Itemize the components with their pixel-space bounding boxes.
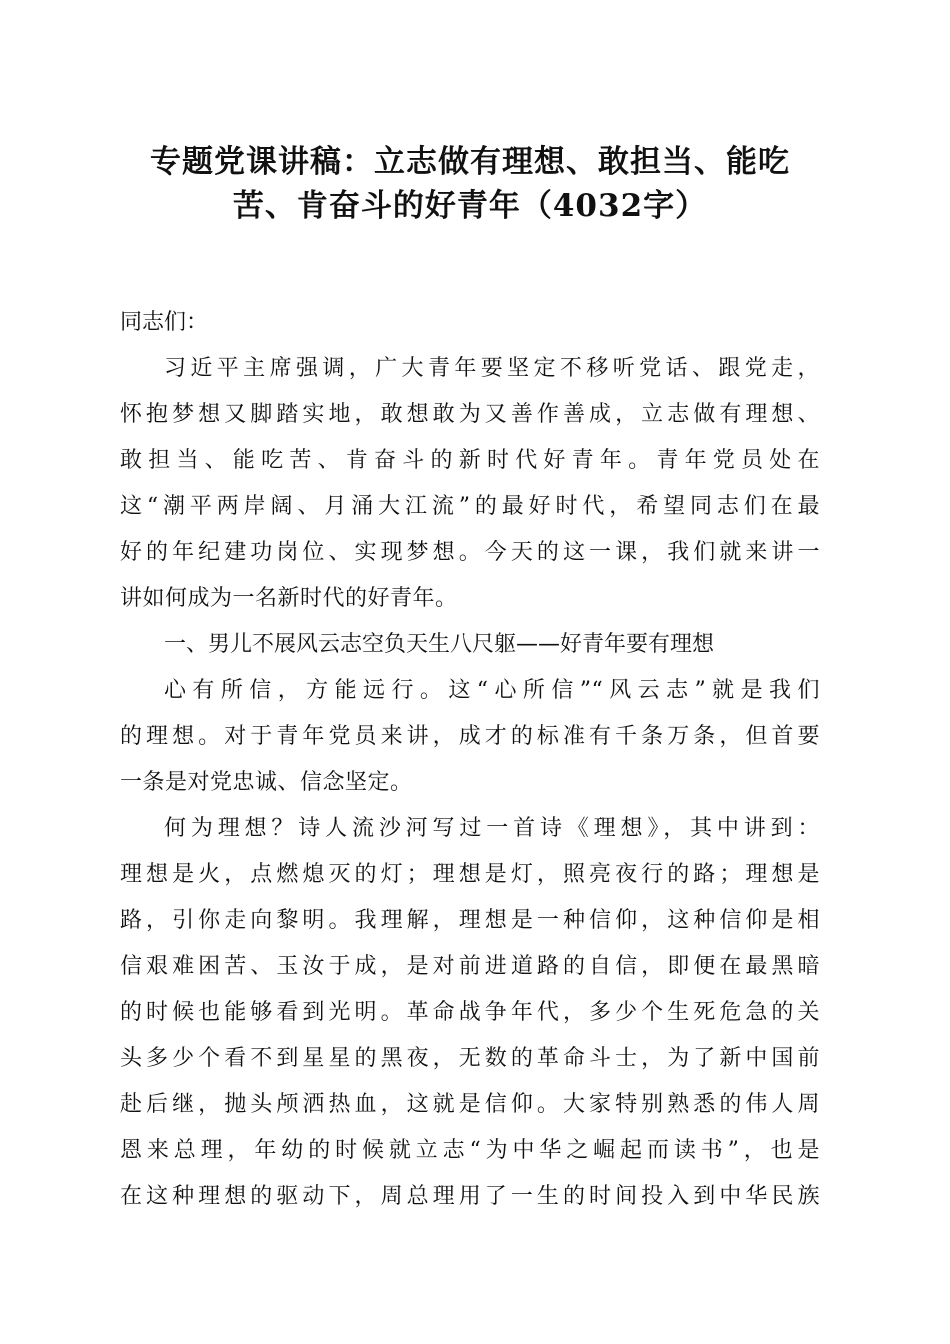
text-line: 一条是对党忠诚、信念坚定。 bbox=[120, 770, 413, 795]
text-line: 信艰难困苦、玉汝于成，是对前进道路的自信，即便在最黑暗 bbox=[120, 954, 820, 979]
text-line: 头多少个看不到星星的黑夜，无数的革命斗士，为了新中国前 bbox=[120, 1046, 820, 1071]
text-line: 的时候也能够看到光明。革命战争年代，多少个生死危急的关 bbox=[120, 1000, 820, 1025]
text-line: 的理想。对于青年党员来讲，成才的标准有千条万条，但首要 bbox=[120, 724, 820, 749]
text-line: 这“潮平两岸阔、月涌大江流”的最好时代，希望同志们在最 bbox=[120, 494, 820, 519]
title-line: 苦、肯奋斗的好青年（4032字） bbox=[232, 188, 708, 224]
salutation: 同志们： bbox=[120, 310, 209, 335]
text-line: 好的年纪建功岗位、实现梦想。今天的这一课，我们就来讲一 bbox=[120, 540, 820, 565]
text-line: 在这种理想的驱动下，周总理用了一生的时间投入到中华民族 bbox=[120, 1184, 820, 1209]
document-page bbox=[120, 140, 820, 1220]
text-line: 讲如何成为一名新时代的好青年。 bbox=[120, 586, 458, 611]
text-line: 习近平主席强调，广大青年要坚定不移听党话、跟党走， bbox=[164, 356, 820, 381]
text-line: 敢担当、能吃苦、肯奋斗的新时代好青年。青年党员处在 bbox=[120, 448, 820, 473]
title-line: 专题党课讲稿：立志做有理想、敢担当、能吃 bbox=[150, 144, 790, 180]
text-line: 路，引你走向黎明。我理解，理想是一种信仰，这种信仰是相 bbox=[120, 908, 820, 933]
section-heading: 一、男儿不展风云志空负天生八尺躯——好青年要有理想 bbox=[164, 632, 715, 657]
text-line: 何为理想？诗人流沙河写过一首诗《理想》，其中讲到： bbox=[164, 816, 820, 841]
text-line: 理想是火，点燃熄灭的灯；理想是灯，照亮夜行的路；理想是 bbox=[120, 862, 820, 887]
paragraph-intro bbox=[120, 346, 820, 622]
text-line: 怀抱梦想又脚踏实地，敢想敢为又善作善成，立志做有理想、 bbox=[120, 402, 820, 427]
paragraph-belief bbox=[120, 668, 820, 806]
text-line: 心有所信，方能远行。这“心所信”“风云志”就是我们 bbox=[164, 678, 820, 703]
text-line: 赴后继，抛头颅洒热血，这就是信仰。大家特别熟悉的伟人周 bbox=[120, 1092, 820, 1117]
text-line: 恩来总理，年幼的时候就立志“为中华之崛起而读书”，也是 bbox=[120, 1138, 820, 1163]
paragraph-ideal bbox=[120, 806, 820, 1220]
document-title bbox=[120, 140, 820, 228]
